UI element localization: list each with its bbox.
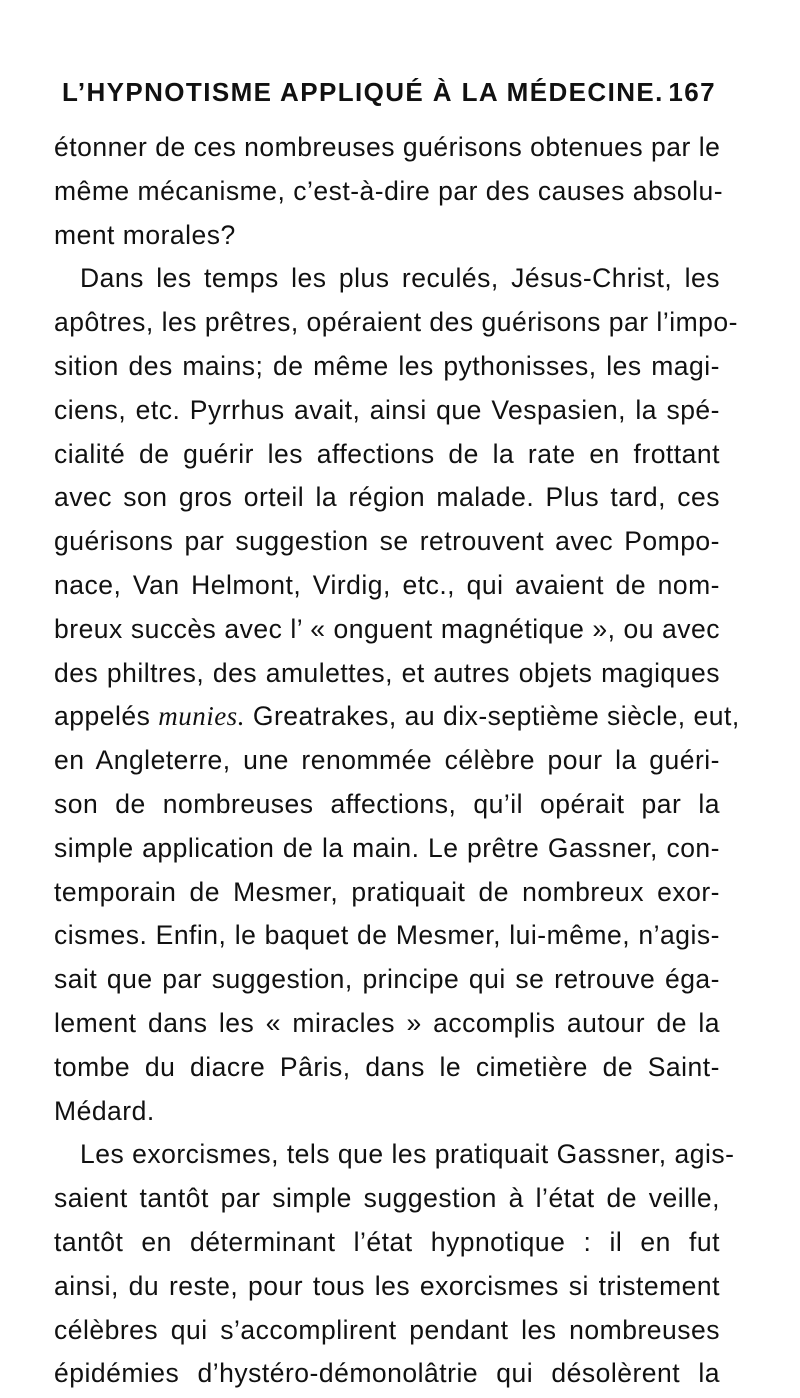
text-line: temporain de Mesmer, pratiquait de nombreux exor- [54,876,720,907]
text-line: épidémies d’hystéro-démonolâtrie qui désolèrent la [54,1358,720,1389]
text-line: sait que par suggestion, principe qui se retrouve éga- [54,964,720,995]
text-line-with-italic [54,695,740,739]
text-line: tombe du diacre Pâris, dans le cimetière de Saint- [54,1051,720,1082]
text-line: avec son gros orteil la région malade. Plus tard, ces [54,482,720,513]
text-line: des philtres, des amulettes, et autres objets magiques [54,657,720,688]
running-header [62,72,716,112]
text-line: guérisons par suggestion se retrouvent avec Pompo- [54,526,720,557]
text-line: cialité de guérir les affections de la rate en frottant [54,438,720,469]
text-line: simple application de la main. Le prêtre Gassner, con- [54,832,720,863]
text-line: apôtres, les prêtres, opéraient des guérisons par l’impo- [54,307,738,338]
body-text [54,126,740,1396]
text-line: étonner de ces nombreuses guérisons obtenues par le [54,132,721,162]
text-line: saient tantôt par simple suggestion à l’état de veille, [54,1183,720,1214]
italic-term: munies. [158,701,245,732]
text-line: célèbres qui s’accomplirent pendant les nombreuses [54,1314,720,1345]
paragraph-start-line: Les exorcismes, tels que les pratiquait Gassner, agis- [80,1139,735,1170]
text-line: breux succès avec l’ « onguent magnétique », ou avec [54,613,720,644]
text-line: en Angleterre, une renommée célèbre pour la guéri- [54,745,720,776]
text-line: sition des mains; de même les pythonisses, les magi- [54,350,720,381]
text-line: même mécanisme, c’est-à-dire par des causes absolu- [54,175,724,206]
running-title: L’HYPNOTISME APPLIQUÉ À LA MÉDECINE. [62,77,664,107]
text-line: Médard. [54,1095,155,1126]
text-line: son de nombreuses affections, qu’il opérait par la [54,788,720,819]
text-line: ment morales? [54,219,236,250]
text-line: nace, Van Helmont, Virdig, etc., qui avaient de nom- [54,569,720,600]
paragraph-start-line: Dans les temps les plus reculés, Jésus-Christ, les [80,263,720,294]
text-line: lement dans les « miracles » accomplis autour de la [54,1007,720,1038]
text-line: cismes. Enfin, le baquet de Mesmer, lui-même, n’agis- [54,920,720,951]
page-number: 167 [668,77,716,107]
text-line: ciens, etc. Pyrrhus avait, ainsi que Vespasien, la spé- [54,394,720,425]
text-segment: appelés [54,701,151,732]
text-line: tantôt en déterminant l’état hypnotique : il en fut [54,1226,720,1257]
text-segment: Greatrakes, au dix-septième siècle, eut, [252,701,740,732]
text-line: ainsi, du reste, pour tous les exorcismes si tristement [54,1270,720,1301]
